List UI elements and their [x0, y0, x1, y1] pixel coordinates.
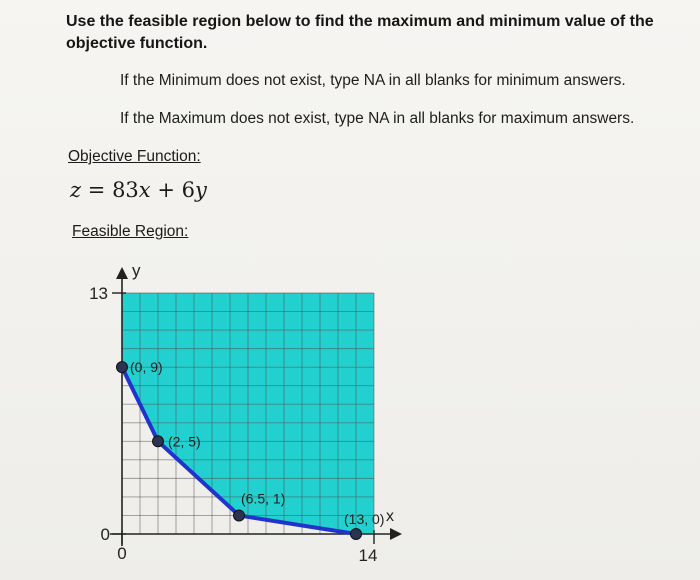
x-axis-arrow [390, 528, 402, 540]
corner-point-marker [234, 510, 245, 521]
formula-equals: = [87, 178, 106, 202]
formula-z: z [70, 178, 82, 202]
corner-point-label: (2, 5) [168, 433, 201, 450]
formula-y: y [195, 178, 207, 202]
feasible-region-heading: Feasible Region: [72, 223, 189, 240]
minimum-instruction: If the Minimum does not exist, type NA in all blanks for minimum answers. [120, 72, 626, 89]
x-axis-label: x [386, 508, 394, 525]
corner-point-label: (6.5, 1) [241, 490, 286, 507]
formula-coef-y: 6 [181, 178, 195, 202]
y-tick-label-zero: 0 [100, 525, 110, 544]
y-axis-arrow [116, 267, 128, 279]
corner-point-label: (13, 0) [344, 511, 385, 527]
x-tick-label-max: 14 [358, 546, 378, 565]
corner-point-marker [153, 436, 164, 447]
y-tick-label-max: 13 [89, 284, 108, 303]
objective-function-heading: Objective Function: [68, 148, 201, 165]
corner-point-marker [351, 529, 362, 540]
question-title: Use the feasible region below to find the maximum and minimum value of the objective function. [66, 13, 654, 52]
corner-point-label: (0, 9) [130, 359, 163, 376]
formula-x: x [138, 178, 151, 202]
y-axis-label: y [132, 261, 141, 280]
formula-coef-x: 83 [112, 178, 139, 202]
x-tick-label-zero: 0 [117, 544, 127, 563]
corner-point-marker [117, 362, 128, 373]
formula-plus: + [157, 178, 175, 202]
maximum-instruction: If the Maximum does not exist, type NA in all blanks for maximum answers. [120, 110, 635, 127]
